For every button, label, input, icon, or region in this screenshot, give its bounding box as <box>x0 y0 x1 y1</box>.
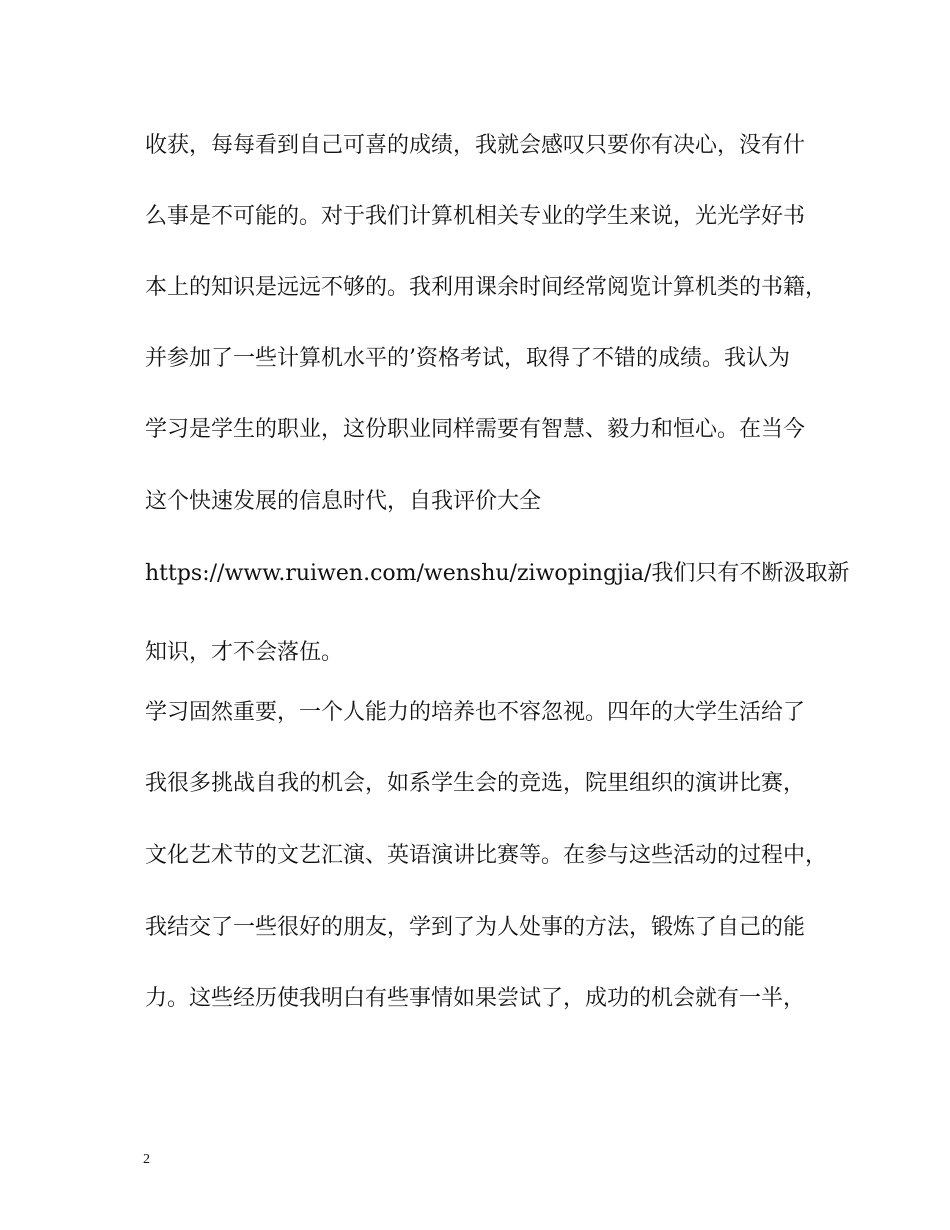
text-line-url: https://www.ruiwen.com/wenshu/ziwopingjia/我们只有不断汲取新 <box>145 561 850 586</box>
text-line: 力。这些经历使我明白有些事情如果尝试了，成功的机会就有一半， <box>145 986 806 1011</box>
page-number: 2 <box>143 1152 150 1167</box>
text-line: 学习是学生的职业，这份职业同样需要有智慧、毅力和恒心。在当今 <box>145 417 806 442</box>
text-line: 并参加了一些计算机水平的’资格考试，取得了不错的成绩。我认为 <box>145 346 790 371</box>
text-line: 收获，每每看到自己可喜的成绩，我就会感叹只要你有决心，没有什 <box>145 133 806 158</box>
text-line: 本上的知识是远远不够的。我利用课余时间经常阅览计算机类的书籍， <box>145 275 828 300</box>
text-line: 学习固然重要，一个人能力的培养也不容忽视。四年的大学生活给了 <box>145 700 806 725</box>
text-line: 知识，才不会落伍。 <box>145 640 344 665</box>
text-line: 我很多挑战自我的机会，如系学生会的竞选，院里组织的演讲比赛， <box>145 771 806 796</box>
text-line: 我结交了一些很好的朋友，学到了为人处事的方法，锻炼了自己的能 <box>145 915 806 940</box>
text-line: 文化艺术节的文艺汇演、英语演讲比赛等。在参与这些活动的过程中， <box>145 843 828 868</box>
text-line: 这个快速发展的信息时代，自我评价大全 <box>145 489 542 514</box>
text-line: 么事是不可能的。对于我们计算机相关专业的学生来说，光光学好书 <box>145 204 806 229</box>
